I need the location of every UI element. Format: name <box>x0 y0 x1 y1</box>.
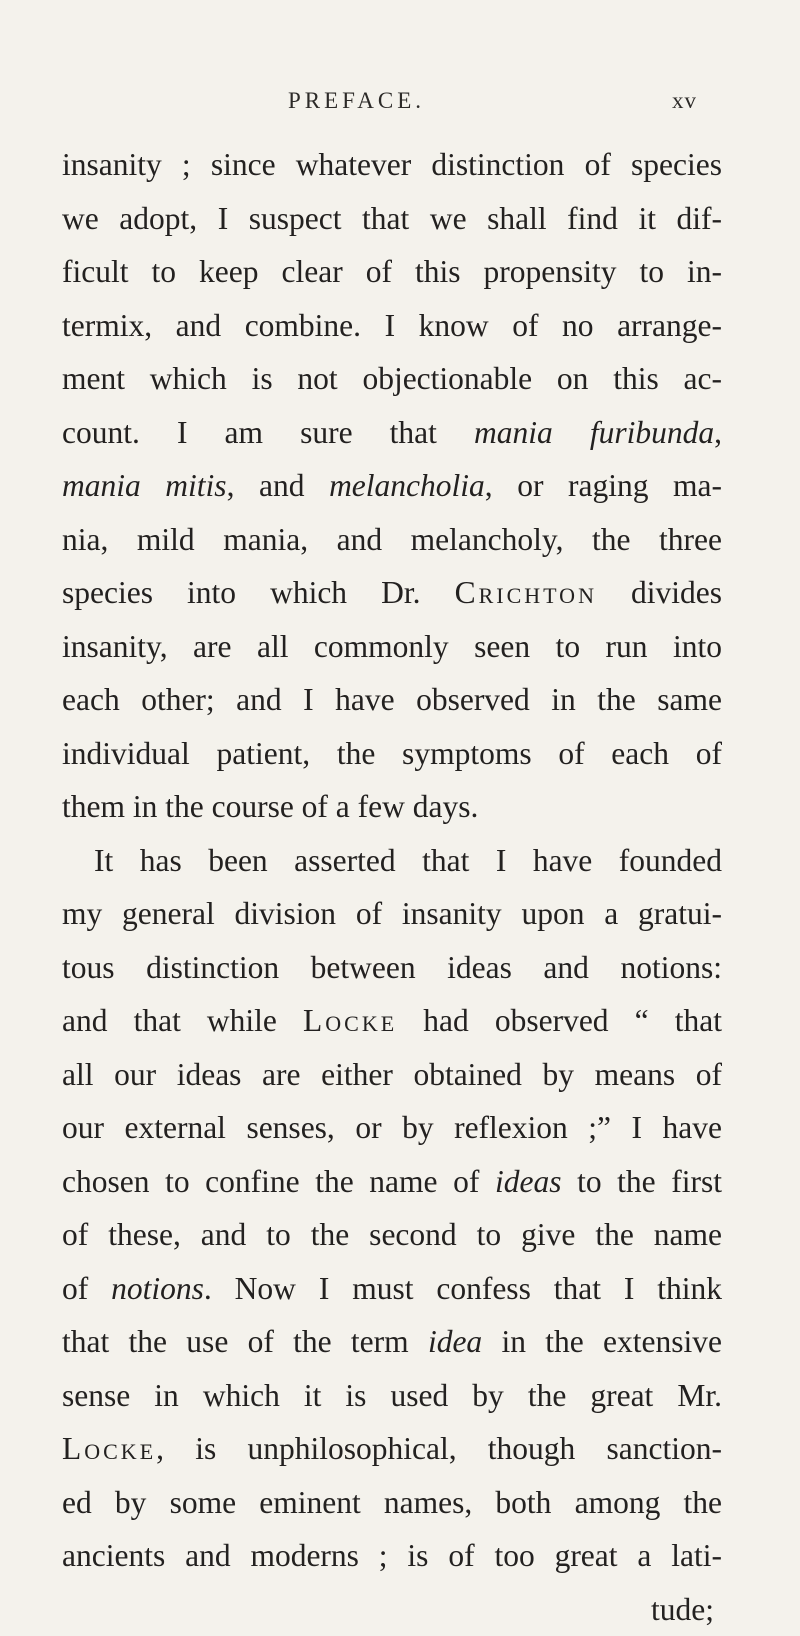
text-line <box>62 994 722 1048</box>
text-segment: our external senses, or by reflexion ;” I have <box>62 1110 722 1145</box>
text-segment: species into which Dr. <box>62 575 455 610</box>
italic-term: idea <box>428 1324 482 1359</box>
italic-term: mania furibunda <box>474 415 714 450</box>
text-line <box>62 192 722 246</box>
text-segment: ficult to keep clear of this propensity to in- <box>62 254 722 289</box>
text-line <box>62 887 722 941</box>
text-segment: . Now I must confess that I think <box>204 1271 722 1306</box>
text-line <box>62 1101 722 1155</box>
text-segment: nia, mild mania, and melancholy, the three <box>62 522 722 557</box>
text-line <box>62 727 722 781</box>
text-segment: ed by some eminent names, both among the <box>62 1485 722 1520</box>
text-line <box>62 780 722 834</box>
text-segment: , is unphilosophical, though sanction- <box>156 1431 722 1466</box>
text-segment: them in the course of a few days. <box>62 789 478 824</box>
text-line <box>62 1369 722 1423</box>
italic-term: mania mitis <box>62 468 227 503</box>
text-segment: ment which is not objectionable on this ac- <box>62 361 722 396</box>
italic-term: melancholia <box>329 468 485 503</box>
page-number: xv <box>672 88 697 114</box>
author-name: Locke <box>62 1431 156 1466</box>
text-line <box>62 459 722 513</box>
running-title: PREFACE. <box>288 88 425 114</box>
text-line <box>62 1315 722 1369</box>
text-segment: insanity, are all commonly seen to run into <box>62 629 722 664</box>
body-text <box>62 138 722 1636</box>
text-segment: chosen to confine the name of <box>62 1164 495 1199</box>
text-segment: of <box>62 1271 111 1306</box>
text-segment: we adopt, I suspect that we shall find it dif- <box>62 201 722 236</box>
text-segment: , or raging ma- <box>485 468 722 503</box>
italic-term: notions <box>111 1271 204 1306</box>
text-segment: of these, and to the second to give the name <box>62 1217 722 1252</box>
catchword-line <box>62 1583 722 1636</box>
italic-term: ideas <box>495 1164 562 1199</box>
text-line <box>62 941 722 995</box>
text-line <box>62 513 722 567</box>
text-segment: , and <box>227 468 329 503</box>
text-segment: tous distinction between ideas and notions: <box>62 950 722 985</box>
text-line <box>62 406 722 460</box>
text-line <box>62 834 722 888</box>
text-line <box>62 245 722 299</box>
text-line <box>62 566 722 620</box>
text-line <box>62 1422 722 1476</box>
text-segment: termix, and combine. I know of no arrange- <box>62 308 722 343</box>
text-line <box>62 1262 722 1316</box>
text-segment: all our ideas are either obtained by means of <box>62 1057 722 1092</box>
text-segment: count. I am sure that <box>62 415 474 450</box>
text-segment: sense in which it is used by the great Mr. <box>62 1378 722 1413</box>
text-segment: insanity ; since whatever distinction of species <box>62 147 722 182</box>
text-line <box>62 1476 722 1530</box>
text-line <box>62 1155 722 1209</box>
text-segment: that the use of the term <box>62 1324 428 1359</box>
text-line <box>62 1529 722 1583</box>
text-line <box>62 352 722 406</box>
text-segment: to the first <box>561 1164 722 1199</box>
text-segment: , <box>714 415 722 450</box>
text-line <box>62 1048 722 1102</box>
text-segment: in the extensive <box>482 1324 722 1359</box>
author-name: Locke <box>303 1003 397 1038</box>
text-segment: and that while <box>62 1003 303 1038</box>
text-segment: divides <box>597 575 722 610</box>
text-segment: individual patient, the symptoms of each of <box>62 736 722 771</box>
text-line <box>62 138 722 192</box>
running-head <box>0 88 800 122</box>
author-name: Crichton <box>455 575 597 610</box>
text-segment: It has been asserted that I have founded <box>94 843 722 878</box>
text-line <box>62 620 722 674</box>
text-segment: ancients and moderns ; is of too great a lati- <box>62 1538 722 1573</box>
text-line <box>62 1208 722 1262</box>
text-line <box>62 299 722 353</box>
text-line <box>62 673 722 727</box>
text-segment: each other; and I have observed in the same <box>62 682 722 717</box>
text-segment: had observed “ that <box>397 1003 722 1038</box>
text-segment: my general division of insanity upon a gratui- <box>62 896 722 931</box>
catchword: tude; <box>651 1592 722 1627</box>
